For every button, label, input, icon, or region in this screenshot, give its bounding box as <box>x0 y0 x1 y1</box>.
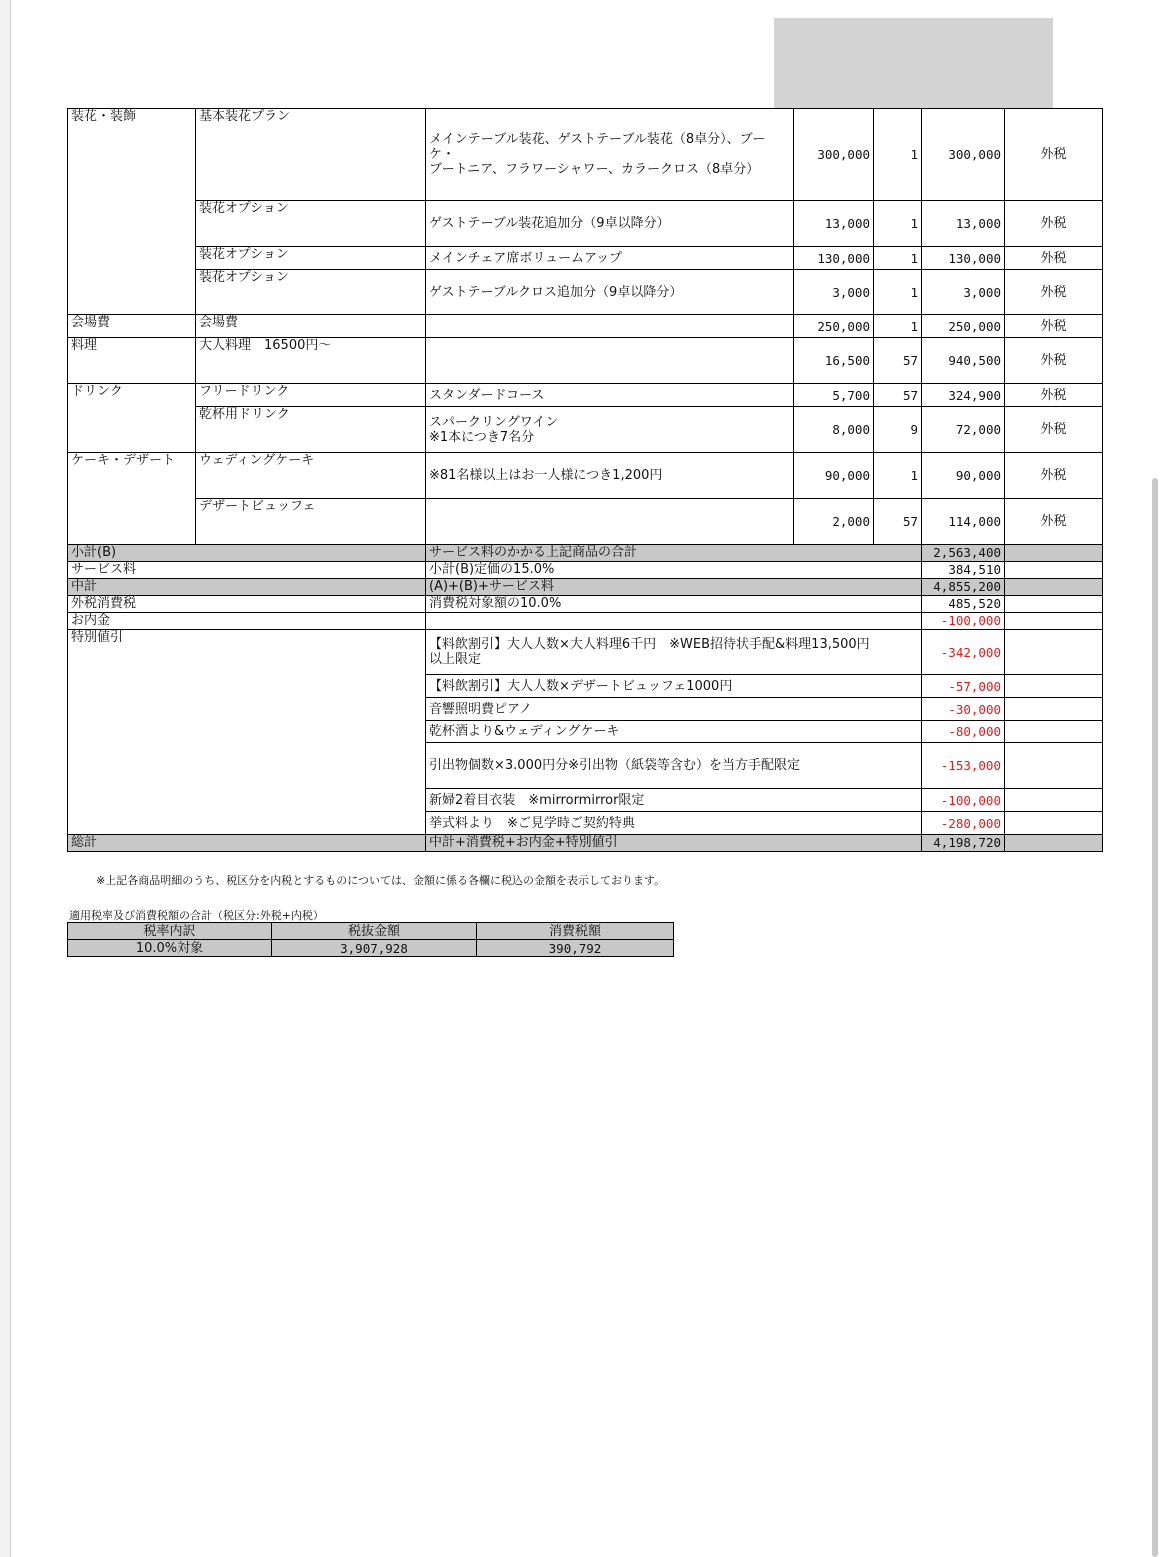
table-row <box>68 499 1103 545</box>
summary-row <box>68 596 1103 613</box>
item-name: 大人料理 16500円～ <box>196 338 426 384</box>
item-tax: 外税 <box>1005 499 1103 545</box>
category-cell: 会場費 <box>68 315 196 338</box>
table-row <box>68 201 1103 247</box>
redacted-box <box>774 18 1053 108</box>
summary-empty <box>1005 562 1103 579</box>
discount-desc: 挙式料より ※ご見学時ご契約特典 <box>426 812 922 835</box>
category-cell: ケーキ・デザート <box>68 453 196 545</box>
item-name: 装花オプション <box>196 247 426 270</box>
discount-amount: -30,000 <box>922 698 1005 721</box>
tax-summary-table <box>67 922 674 957</box>
item-desc: メインテーブル装花、ゲストテーブル装花（8卓分）、ブーケ・ ブートニア、フラワーシャワー、カラークロス（8卓分） <box>426 109 794 201</box>
tax-excluded-amount: 3,907,928 <box>272 940 477 957</box>
item-name: 装花オプション <box>196 270 426 315</box>
discount-desc: 【料飲割引】大人人数×大人料理6千円 ※WEB招待状手配&料理13,500円 以上限定 <box>426 630 922 675</box>
tax-caption: 適用税率及び消費税額の合計（税区分:外税+内税） <box>69 909 324 922</box>
item-desc: メインチェア席ボリュームアップ <box>426 247 794 270</box>
summary-empty <box>1005 579 1103 596</box>
item-tax: 外税 <box>1005 201 1103 247</box>
item-tax: 外税 <box>1005 384 1103 407</box>
total-desc: 中計+消費税+お内金+特別値引 <box>426 835 922 852</box>
summary-amount: 384,510 <box>922 562 1005 579</box>
summary-empty <box>1005 596 1103 613</box>
item-price: 13,000 <box>794 201 874 247</box>
summary-amount: 4,855,200 <box>922 579 1005 596</box>
item-amount: 72,000 <box>922 407 1005 453</box>
total-amount: 4,198,720 <box>922 835 1005 852</box>
item-amount: 114,000 <box>922 499 1005 545</box>
summary-amount: 485,520 <box>922 596 1005 613</box>
scrollbar[interactable] <box>1152 478 1158 1557</box>
item-desc <box>426 499 794 545</box>
item-qty: 9 <box>874 407 922 453</box>
item-price: 8,000 <box>794 407 874 453</box>
page-left-edge <box>0 0 11 1557</box>
discount-empty <box>1005 630 1103 675</box>
item-tax: 外税 <box>1005 247 1103 270</box>
summary-desc: 消費税対象額の10.0% <box>426 596 922 613</box>
discount-empty <box>1005 743 1103 789</box>
item-tax: 外税 <box>1005 315 1103 338</box>
summary-empty <box>1005 545 1103 562</box>
item-qty: 1 <box>874 270 922 315</box>
discount-desc: 【料飲割引】大人人数×デザートビュッフェ1000円 <box>426 675 922 698</box>
item-amount: 300,000 <box>922 109 1005 201</box>
discount-empty <box>1005 675 1103 698</box>
estimate-table <box>67 108 1103 852</box>
summary-row <box>68 545 1103 562</box>
tax-header: 税率内訳 <box>68 923 272 940</box>
item-amount: 3,000 <box>922 270 1005 315</box>
item-qty: 1 <box>874 315 922 338</box>
item-price: 300,000 <box>794 109 874 201</box>
item-qty: 57 <box>874 384 922 407</box>
discount-amount: -342,000 <box>922 630 1005 675</box>
item-desc <box>426 338 794 384</box>
item-tax: 外税 <box>1005 407 1103 453</box>
summary-row <box>68 562 1103 579</box>
item-qty: 1 <box>874 109 922 201</box>
discount-label: 特別値引 <box>68 630 426 835</box>
item-price: 3,000 <box>794 270 874 315</box>
summary-row <box>68 613 1103 630</box>
discount-empty <box>1005 698 1103 721</box>
total-row <box>68 835 1103 852</box>
item-name: 会場費 <box>196 315 426 338</box>
summary-desc <box>426 613 922 630</box>
summary-row <box>68 579 1103 596</box>
tax-note: ※上記各商品明細のうち、税区分を内税とするものについては、金額に係る各欄に税込の金額を表示しております。 <box>96 874 666 887</box>
item-name: 基本装花プラン <box>196 109 426 201</box>
discount-amount: -100,000 <box>922 789 1005 812</box>
total-label: 総計 <box>68 835 426 852</box>
summary-label: 小計(B) <box>68 545 426 562</box>
category-cell: 装花・装飾 <box>68 109 196 315</box>
item-tax: 外税 <box>1005 109 1103 201</box>
table-row <box>68 453 1103 499</box>
discount-empty <box>1005 721 1103 743</box>
discount-amount: -153,000 <box>922 743 1005 789</box>
item-amount: 130,000 <box>922 247 1005 270</box>
summary-empty <box>1005 613 1103 630</box>
summary-label: サービス料 <box>68 562 426 579</box>
item-price: 130,000 <box>794 247 874 270</box>
tax-rate: 10.0%対象 <box>68 940 272 957</box>
item-name: デザートビュッフェ <box>196 499 426 545</box>
item-price: 2,000 <box>794 499 874 545</box>
item-qty: 1 <box>874 453 922 499</box>
item-tax: 外税 <box>1005 338 1103 384</box>
item-price: 5,700 <box>794 384 874 407</box>
item-qty: 1 <box>874 201 922 247</box>
item-desc: ゲストテーブルクロス追加分（9卓以降分） <box>426 270 794 315</box>
summary-desc: サービス料のかかる上記商品の合計 <box>426 545 922 562</box>
item-price: 90,000 <box>794 453 874 499</box>
item-amount: 90,000 <box>922 453 1005 499</box>
summary-amount: -100,000 <box>922 613 1005 630</box>
item-price: 16,500 <box>794 338 874 384</box>
item-tax: 外税 <box>1005 270 1103 315</box>
discount-desc: 引出物個数×3.000円分※引出物（紙袋等含む）を当方手配限定 <box>426 743 922 789</box>
discount-empty <box>1005 812 1103 835</box>
item-tax: 外税 <box>1005 453 1103 499</box>
discount-amount: -80,000 <box>922 721 1005 743</box>
summary-desc: (A)+(B)+サービス料 <box>426 579 922 596</box>
item-amount: 250,000 <box>922 315 1005 338</box>
item-amount: 940,500 <box>922 338 1005 384</box>
discount-desc: 新婦2着目衣装 ※mirrormirror限定 <box>426 789 922 812</box>
table-row <box>68 270 1103 315</box>
item-desc: ※81名様以上はお一人様につき1,200円 <box>426 453 794 499</box>
summary-desc: 小計(B)定価の15.0% <box>426 562 922 579</box>
discount-desc: 乾杯酒より&ウェディングケーキ <box>426 721 922 743</box>
item-desc: スパークリングワイン ※1本につき7名分 <box>426 407 794 453</box>
item-name: ウェディングケーキ <box>196 453 426 499</box>
table-row <box>68 247 1103 270</box>
discount-desc: 音響照明費ピアノ <box>426 698 922 721</box>
table-row <box>68 315 1103 338</box>
table-row <box>68 338 1103 384</box>
item-amount: 13,000 <box>922 201 1005 247</box>
discount-row <box>68 630 1103 675</box>
category-cell: 料理 <box>68 338 196 384</box>
tax-value-row <box>68 940 674 957</box>
summary-amount: 2,563,400 <box>922 545 1005 562</box>
item-qty: 57 <box>874 338 922 384</box>
category-cell: ドリンク <box>68 384 196 453</box>
discount-amount: -57,000 <box>922 675 1005 698</box>
item-amount: 324,900 <box>922 384 1005 407</box>
item-desc: ゲストテーブル装花追加分（9卓以降分） <box>426 201 794 247</box>
item-qty: 57 <box>874 499 922 545</box>
item-desc: スタンダードコース <box>426 384 794 407</box>
item-name: 装花オプション <box>196 201 426 247</box>
tax-header-row <box>68 923 674 940</box>
item-desc <box>426 315 794 338</box>
table-row <box>68 407 1103 453</box>
tax-header: 消費税額 <box>477 923 674 940</box>
discount-amount: -280,000 <box>922 812 1005 835</box>
tax-amount: 390,792 <box>477 940 674 957</box>
total-empty <box>1005 835 1103 852</box>
summary-label: 中計 <box>68 579 426 596</box>
tax-header: 税抜金額 <box>272 923 477 940</box>
item-qty: 1 <box>874 247 922 270</box>
item-name: 乾杯用ドリンク <box>196 407 426 453</box>
table-row <box>68 384 1103 407</box>
table-row <box>68 109 1103 201</box>
summary-label: 外税消費税 <box>68 596 426 613</box>
item-name: フリードリンク <box>196 384 426 407</box>
discount-empty <box>1005 789 1103 812</box>
summary-label: お内金 <box>68 613 426 630</box>
item-price: 250,000 <box>794 315 874 338</box>
